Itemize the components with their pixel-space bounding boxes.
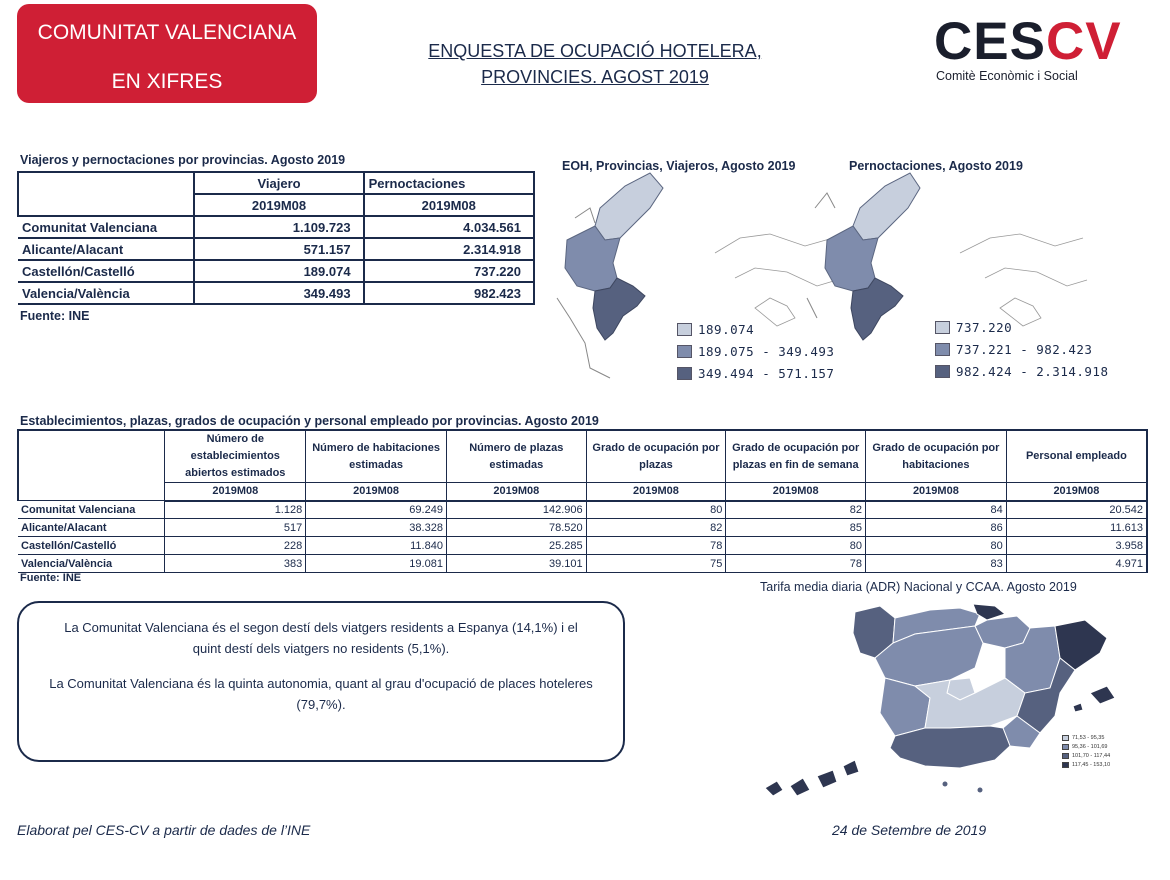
legend-swatch (935, 321, 950, 334)
legend-item (1062, 742, 1110, 751)
legend-label: 349.494 - 571.157 (698, 365, 835, 381)
table-row (18, 282, 534, 304)
table-row (18, 501, 1147, 519)
coastline (960, 234, 1087, 286)
title-line-2: PROVINCIES. AGOST 2019 (481, 67, 709, 87)
legend-item (1062, 751, 1110, 760)
col-header: Número de habitaciones estimadas (306, 430, 447, 483)
col-header-pernoctaciones: Pernoctaciones (364, 172, 534, 194)
cell-value: 25.285 (446, 537, 586, 555)
legend-item (935, 318, 1109, 336)
legend-swatch (1062, 744, 1069, 750)
table2-caption: Establecimientos, plazas, grados de ocupación y personal empleado por provincias. Agosto 2019 (20, 414, 599, 428)
period-header: 2019M08 (364, 194, 534, 216)
col-header: Grado de ocupación por plazas en fin de semana (726, 430, 866, 483)
viajero-value: 571.157 (194, 238, 363, 260)
period-header: 2019M08 (726, 483, 866, 501)
row-label: Valencia/València (18, 555, 165, 573)
row-label: Castellón/Castelló (18, 537, 165, 555)
canarias-region (765, 760, 859, 796)
spain-adr-map (755, 598, 1125, 808)
map-pernoctaciones-legend (935, 318, 1109, 380)
row-label: Valencia/València (18, 282, 194, 304)
legend-item (935, 340, 1109, 358)
cell-value: 85 (726, 519, 866, 537)
col-header-viajero: Viajero (194, 172, 363, 194)
cell-value: 39.101 (446, 555, 586, 573)
andalucia-region (890, 726, 1010, 768)
castellon-province (853, 173, 920, 240)
pernoctaciones-value: 737.220 (364, 260, 534, 282)
map-viajeros-title: EOH, Provincias, Viajeros, Agosto 2019 (562, 159, 796, 173)
map-pernoctaciones-title: Pernoctaciones, Agosto 2019 (849, 159, 1023, 173)
legend-swatch (1062, 735, 1069, 741)
period-header: 2019M08 (194, 194, 363, 216)
establecimientos-table (17, 429, 1148, 573)
table1-source: Fuente: INE (20, 309, 90, 323)
logo-ces-text: CES (934, 12, 1046, 71)
viajero-value: 349.493 (194, 282, 363, 304)
summary-note-box (17, 601, 625, 762)
cell-value: 84 (866, 501, 1007, 519)
adr-map-title: Tarifa media diaria (ADR) Nacional y CCAA. Agosto 2019 (760, 580, 1077, 594)
pernoctaciones-value: 982.423 (364, 282, 534, 304)
cell-value: 86 (866, 519, 1007, 537)
cell-value: 75 (586, 555, 726, 573)
cell-value: 11.613 (1006, 519, 1147, 537)
ceuta-region (943, 782, 948, 787)
cell-value: 11.840 (306, 537, 447, 555)
table-row (18, 260, 534, 282)
legend-label: 189.075 - 349.493 (698, 343, 835, 359)
legend-label: 189.074 (698, 321, 755, 337)
table-row (18, 519, 1147, 537)
period-header: 2019M08 (1006, 483, 1147, 501)
cell-value: 38.328 (306, 519, 447, 537)
cell-value: 1.128 (165, 501, 306, 519)
legend-swatch (935, 343, 950, 356)
legend-swatch (935, 365, 950, 378)
period-header: 2019M08 (165, 483, 306, 501)
castellon-province (595, 173, 663, 240)
cell-value: 20.542 (1006, 501, 1147, 519)
col-header: Grado de ocupación por plazas (586, 430, 726, 483)
table1-corner (18, 172, 194, 216)
viajeros-pernoctaciones-table (17, 171, 535, 305)
cell-value: 142.906 (446, 501, 586, 519)
table2-source: Fuente: INE (20, 572, 82, 584)
row-label: Alicante/Alacant (18, 238, 194, 260)
cell-value: 78.520 (446, 519, 586, 537)
cell-value: 78 (726, 555, 866, 573)
legend-swatch (677, 367, 692, 380)
cescv-logo (930, 12, 1122, 90)
cell-value: 80 (726, 537, 866, 555)
footer-date: 24 de Setembre de 2019 (832, 822, 987, 838)
legend-label: 737.221 - 982.423 (956, 341, 1093, 357)
document-title (380, 38, 810, 90)
logo-cv-text: CV (1045, 12, 1122, 71)
legend-label: 71,53 - 95,35 (1072, 734, 1105, 741)
period-header: 2019M08 (866, 483, 1007, 501)
period-header: 2019M08 (306, 483, 447, 501)
viajero-value: 189.074 (194, 260, 363, 282)
legend-item (1062, 733, 1110, 742)
adr-map-legend (1062, 733, 1110, 769)
cell-value: 4.971 (1006, 555, 1147, 573)
region-badge (17, 4, 317, 103)
table-row (18, 555, 1147, 573)
row-label: Alicante/Alacant (18, 519, 165, 537)
cell-value: 517 (165, 519, 306, 537)
cell-value: 69.249 (306, 501, 447, 519)
pernoctaciones-value: 2.314.918 (364, 238, 534, 260)
viajero-value: 1.109.723 (194, 216, 363, 238)
col-header: Personal empleado (1006, 430, 1147, 483)
footer-credit: Elaborat pel CES-CV a partir de dades de l’INE (17, 822, 311, 838)
table-row (18, 216, 534, 238)
cell-value: 82 (586, 519, 726, 537)
badge-line-2: EN XIFRES (111, 70, 223, 93)
melilla-region (978, 788, 983, 793)
cell-value: 80 (586, 501, 726, 519)
row-label: Comunitat Valenciana (18, 501, 165, 519)
legend-label: 117,45 - 153,10 (1072, 761, 1111, 768)
table-row (18, 238, 534, 260)
cell-value: 228 (165, 537, 306, 555)
legend-label: 737.220 (956, 319, 1013, 335)
legend-label: 101,70 - 117,44 (1072, 752, 1111, 759)
cell-value: 82 (726, 501, 866, 519)
logo-subtitle: Comitè Econòmic i Social (936, 69, 1078, 83)
note-paragraph-2: La Comunitat Valenciana és la quinta autonomia, quant al grau d'ocupació de places hoteleres (79,7%). (49, 676, 593, 712)
legend-item (935, 362, 1109, 380)
cell-value: 19.081 (306, 555, 447, 573)
baleares-region (1073, 686, 1115, 712)
badge-line-1: COMUNITAT VALENCIANA (37, 21, 297, 44)
cell-value: 83 (866, 555, 1007, 573)
table-row (18, 537, 1147, 555)
table2-corner (18, 430, 165, 501)
cell-value: 383 (165, 555, 306, 573)
legend-swatch (1062, 753, 1069, 759)
row-label: Comunitat Valenciana (18, 216, 194, 238)
cell-value: 3.958 (1006, 537, 1147, 555)
note-paragraph-1: La Comunitat Valenciana és el segon destí dels viatgers residents a Espanya (14,1%) i el quint destí dels viatgers no residents (5,1%). (64, 620, 578, 656)
period-header: 2019M08 (586, 483, 726, 501)
pernoctaciones-value: 4.034.561 (364, 216, 534, 238)
cell-value: 78 (586, 537, 726, 555)
period-header: 2019M08 (446, 483, 586, 501)
cell-value: 80 (866, 537, 1007, 555)
legend-item (1062, 760, 1110, 769)
col-header: Grado de ocupación por habitaciones (866, 430, 1007, 483)
row-label: Castellón/Castelló (18, 260, 194, 282)
title-line-1: ENQUESTA DE OCUPACIÓ HOTELERA, (428, 41, 762, 61)
legend-swatch (1062, 762, 1069, 768)
col-header: Número de plazas estimadas (446, 430, 586, 483)
table1-caption: Viajeros y pernoctaciones por provincias. Agosto 2019 (20, 153, 346, 167)
legend-label: 982.424 - 2.314.918 (956, 363, 1109, 379)
legend-label: 95,36 - 101,69 (1072, 743, 1108, 750)
col-header: Número de establecimientos abiertos estimados (165, 430, 306, 483)
legend-swatch (677, 323, 692, 336)
legend-swatch (677, 345, 692, 358)
